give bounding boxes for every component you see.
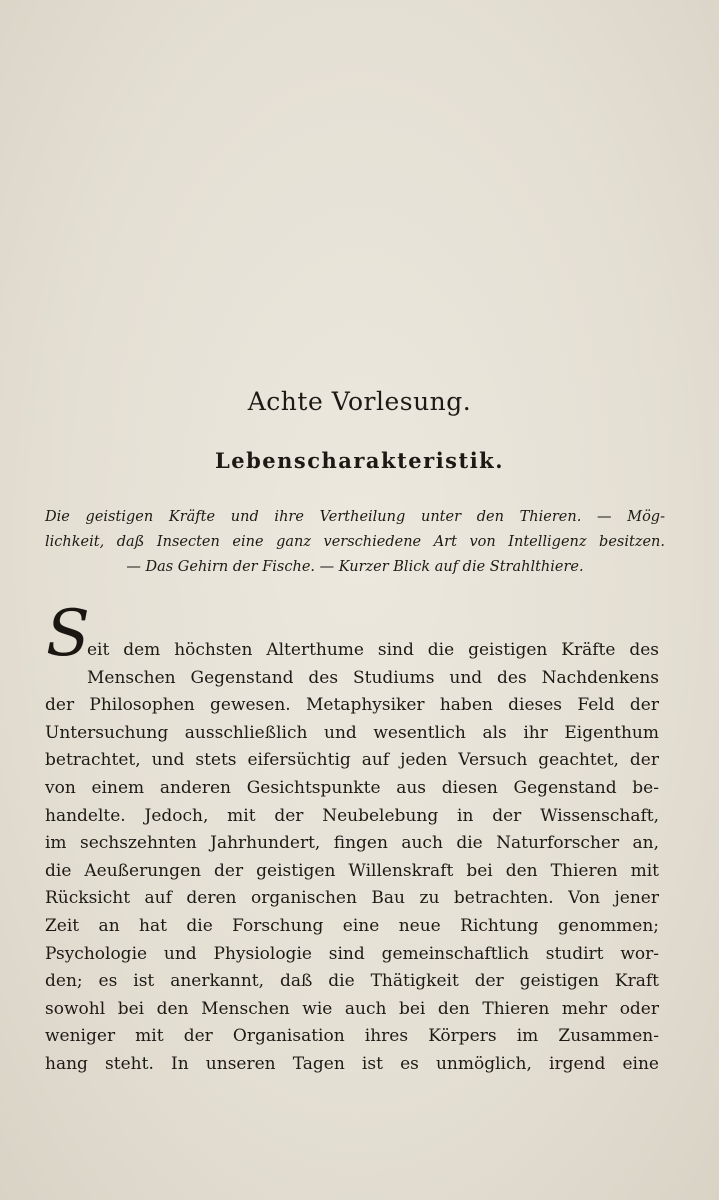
body-line: betrachtet, und stets eifersüchtig auf jeden Versuch geachtet, der — [45, 750, 659, 771]
summary-line: — Das Gehirn der Fische. — Kurzer Blick auf die Strahlthiere. — [126, 559, 584, 575]
summary-line: Die geistigen Kräfte und ihre Vertheilung unter den Thieren. — Mög- — [45, 509, 665, 525]
body-line: weniger mit der Organisation ihres Körpers im Zusammen- — [45, 1026, 659, 1047]
body-line: Menschen Gegenstand des Studiums und des Nachdenkens — [87, 667, 659, 688]
body-line: die Aeußerungen der geistigen Willenskraft bei den Thieren mit — [45, 860, 659, 881]
body-line: von einem anderen Gesichtspunkte aus diesen Gegenstand be- — [45, 777, 659, 798]
body-line: im sechszehnten Jahrhundert, fingen auch die Naturforscher an, — [45, 833, 659, 854]
body-line: Zeit an hat die Forschung eine neue Richtung genommen; — [45, 915, 659, 936]
body-line: sowohl bei den Menschen wie auch bei den Thieren mehr oder — [45, 998, 659, 1019]
summary-line: lichkeit, daß Insecten eine ganz verschiedene Art von Intelligenz besitzen. — [45, 534, 665, 550]
body-line: Rücksicht auf deren organischen Bau zu betrachten. Von jener — [45, 888, 659, 909]
body-line: handelte. Jedoch, mit der Neubelebung in der Wissenschaft, — [45, 805, 659, 826]
drop-cap: S — [46, 597, 90, 671]
body-line: hang steht. In unseren Tagen ist es unmöglich, irgend eine — [45, 1053, 659, 1074]
body-paragraph — [45, 637, 659, 1079]
body-line: den; es ist anerkannt, daß die Thätigkeit der geistigen Kraft — [45, 971, 659, 992]
chapter-subtitle: Lebenscharakteristik. — [214, 448, 505, 473]
chapter-summary — [45, 505, 665, 580]
body-line: eit dem höchsten Alterthume sind die geistigen Kräfte des — [87, 640, 659, 660]
body-line: Psychologie und Physiologie sind gemeinschaftlich studirt wor- — [45, 943, 659, 964]
body-line: Untersuchung ausschließlich und wesentlich als ihr Eigenthum — [45, 722, 659, 743]
body-line: der Philosophen gewesen. Metaphysiker haben dieses Feld der — [45, 695, 659, 716]
chapter-title: Achte Vorlesung. — [247, 387, 472, 416]
